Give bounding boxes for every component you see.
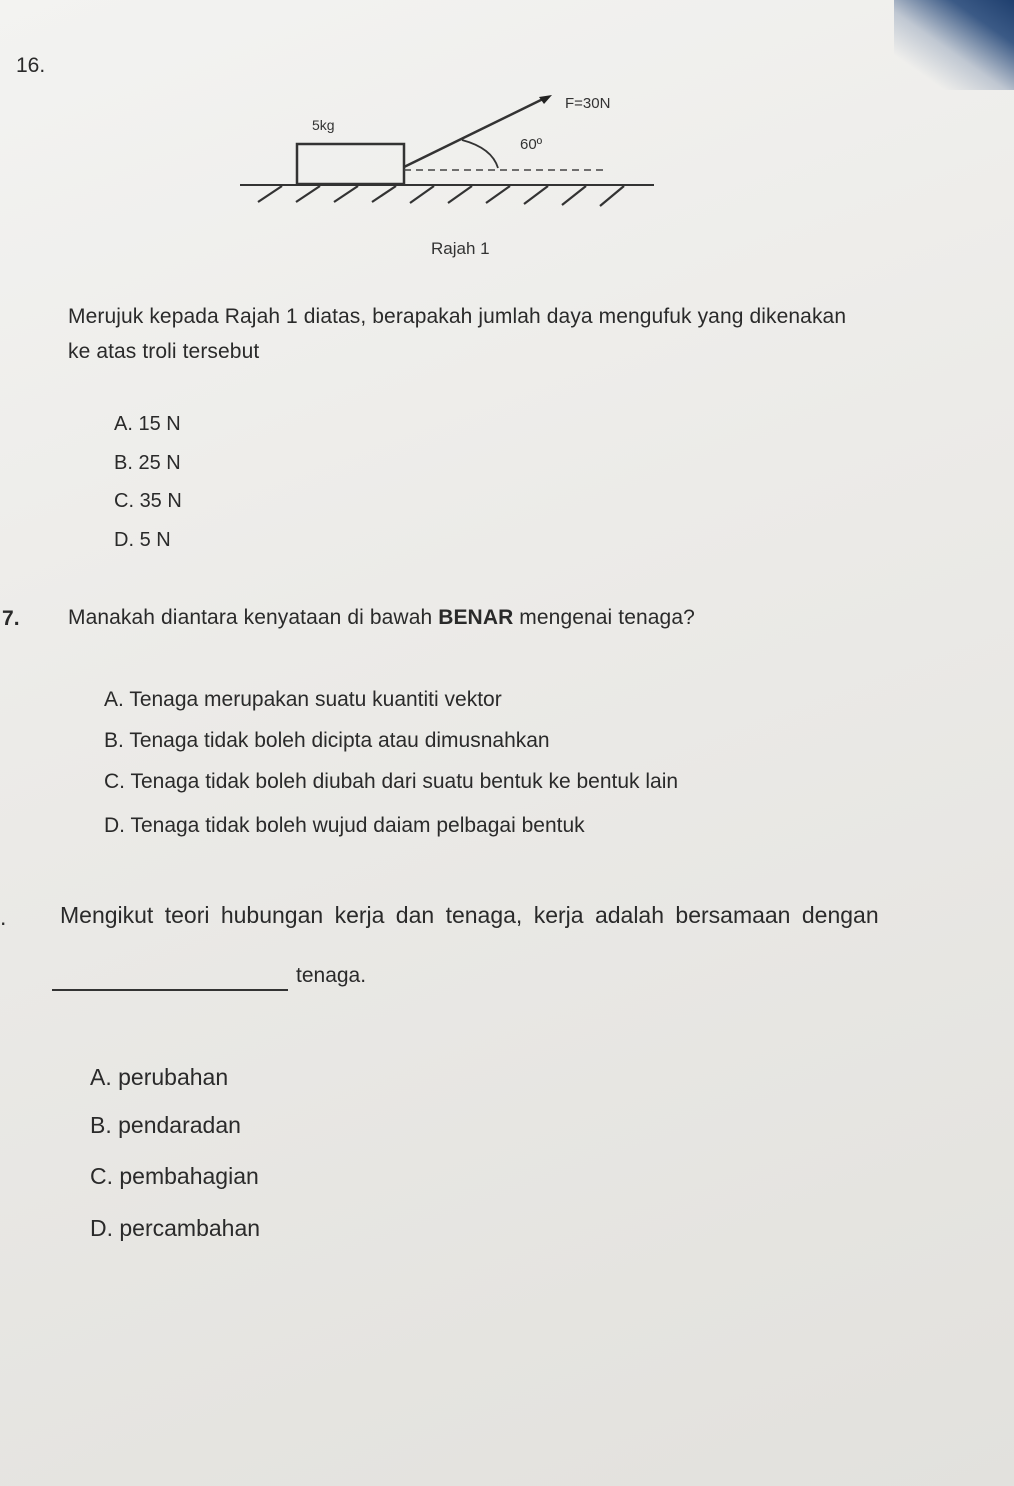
option-letter: B. (114, 452, 133, 474)
option-text: Tenaga tidak boleh diubah dari suatu bentuk ke bentuk lain (130, 770, 679, 793)
option-16-c[interactable] (114, 490, 182, 513)
option-8-b[interactable] (90, 1112, 241, 1139)
option-7-d[interactable] (104, 814, 585, 838)
question-7-stem-post: mengenai tenaga? (513, 606, 695, 629)
option-8-a[interactable] (90, 1064, 228, 1091)
option-letter: A. (114, 413, 133, 435)
option-16-a[interactable] (114, 413, 181, 436)
option-letter: A. (90, 1064, 112, 1090)
answer-blank[interactable] (52, 989, 288, 991)
option-text: percambahan (119, 1215, 261, 1241)
option-text: 15 N (138, 413, 181, 435)
option-7-b[interactable] (104, 729, 550, 753)
option-text: 5 N (139, 529, 171, 551)
option-text: Tenaga tidak boleh dicipta atau dimusnahkan (129, 729, 550, 752)
option-letter: D. (104, 814, 125, 837)
option-letter: D. (90, 1215, 113, 1241)
option-letter: B. (90, 1112, 112, 1138)
option-8-c[interactable] (90, 1163, 259, 1190)
force-label: F=30N (565, 95, 611, 112)
option-16-b[interactable] (114, 452, 181, 475)
option-letter: A. (104, 688, 124, 711)
option-letter: D. (114, 529, 134, 551)
figure-caption: Rajah 1 (431, 239, 490, 258)
option-7-c[interactable] (104, 770, 678, 794)
question-16-stem-line-1: Merujuk kepada Rajah 1 diatas, berapakah jumlah daya mengufuk yang dikenakan (68, 305, 847, 328)
option-8-d[interactable] (90, 1215, 260, 1242)
question-16-stem-line-2: ke atas troli tersebut (68, 340, 260, 363)
question-8-stem-line-2: tenaga. (296, 964, 367, 987)
mass-label: 5kg (312, 117, 335, 133)
ground-hatch (258, 186, 624, 206)
option-letter: C. (114, 490, 134, 512)
question-8-stem-line-1: Mengikut teori hubungan kerja dan tenaga, kerja adalah bersamaan dengan (60, 902, 879, 928)
option-text: 35 N (139, 490, 182, 512)
question-7-stem (68, 606, 695, 630)
figure-rajah-1 (0, 0, 1014, 270)
trolley-box (297, 144, 404, 184)
force-line (404, 98, 545, 167)
option-letter: B. (104, 729, 124, 752)
question-16-number: 16. (16, 54, 46, 77)
option-16-d[interactable] (114, 529, 171, 552)
option-letter: C. (90, 1163, 113, 1189)
option-text: perubahan (118, 1064, 229, 1090)
force-arrowhead (539, 95, 552, 104)
option-text: pendaradan (118, 1112, 241, 1138)
question-7-stem-emphasis: BENAR (438, 606, 514, 629)
option-text: pembahagian (119, 1163, 259, 1189)
question-7-number: 7. (2, 607, 20, 630)
option-text: 25 N (138, 452, 181, 474)
question-7-stem-pre: Manakah diantara kenyataan di bawah (68, 606, 439, 629)
option-letter: C. (104, 770, 125, 793)
question-8-number: . (0, 904, 7, 930)
angle-label: 60º (520, 136, 543, 153)
angle-arc (462, 140, 498, 168)
option-text: Tenaga merupakan suatu kuantiti vektor (129, 688, 502, 711)
option-text: Tenaga tidak boleh wujud daiam pelbagai bentuk (130, 814, 585, 837)
option-7-a[interactable] (104, 688, 502, 712)
